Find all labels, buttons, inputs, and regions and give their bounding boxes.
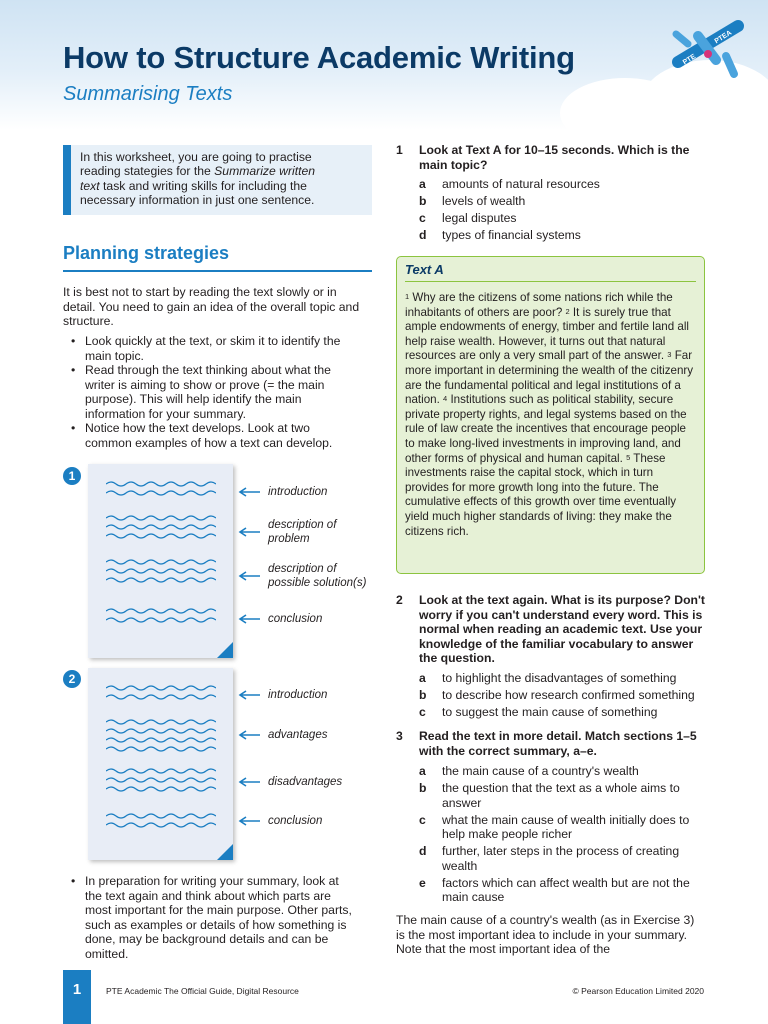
airplane-logo-icon [668,14,748,86]
arrow-left-icon [238,527,260,537]
footer-copyright: © Pearson Education Limited 2020 [572,986,704,996]
question-text: Look at the text again. What is its purpose? Don't worry if you can't understand every word. This is normal when reading an academic text. Use your knowledge of the familiar vocabulary to answer the question. [419,593,705,665]
question-text: Read the text in more detail. Match sections 1–5 with the correct summary, a–e. [419,729,697,758]
arrow-left-icon [238,777,260,787]
arrow-left-icon [238,730,260,740]
option-item: b the question that the text as a whole aims to answer [419,781,680,810]
section-divider [63,270,372,272]
text-a-title: Text A [405,262,444,277]
logo-text-right: PTEA [713,29,734,46]
arrow-left-icon [238,571,260,581]
diagram-number: 1 [63,467,81,485]
structure-label: conclusion [268,613,323,625]
intro-box [63,145,372,215]
structure-diagram-2 [63,668,372,864]
structure-label: conclusion [268,815,323,827]
structure-label: description of problem [268,519,337,545]
document-sheet-icon [88,668,233,860]
document-sheet-icon [88,464,233,658]
list-item: • In preparation for writing your summary, look at the text again and think about which parts are most important for the main purpose. Other parts, such as examples or details of how something is done, may be background details and can be omitted. [63,874,358,961]
list-item: • Look quickly at the text, or skim it to identify the main topic. [63,334,353,363]
intro-task-name: Summarize written [214,164,316,179]
planning-bullets [63,334,353,450]
page-title: How to Structure Academic Writing [63,40,575,75]
intro-text: In this worksheet, you are going to practise [80,150,312,164]
option-item: a to highlight the disadvantages of something [419,671,677,685]
preparation-bullets [63,874,358,961]
section-heading: Planning strategies [63,243,230,263]
intro-task-name: text [80,178,100,193]
footer-source: PTE Academic The Official Guide, Digital Resource [106,986,299,996]
question-options [419,177,704,245]
page-number: 1 [63,970,91,1024]
arrow-left-icon [238,816,260,826]
intro-text: necessary information in just one sentence. [80,192,315,207]
page-fold-corner [217,844,233,860]
list-item: • Notice how the text develops. Look at two common examples of how a text can develop. [63,421,353,450]
question-options [419,764,709,907]
planning-paragraph: It is best not to start by reading the text slowly or in detail. You need to gain an idea of the overall topic and structure. [63,285,360,328]
question-number: 1 [396,143,403,157]
list-item: • Read through the text thinking about what the writer is aiming to show or prove (= the main purpose). This will help identify the main information for your summary. [63,363,353,421]
option-item: e factors which can affect wealth but are not the main cause [419,875,690,904]
closing-paragraph: The main cause of a country's wealth (as in Exercise 3) is the most important idea to include in your summary. Note that the most important idea of the [396,913,695,956]
intro-text: reading stategies for the [80,164,215,179]
structure-label: advantages [268,729,328,741]
structure-label: introduction [268,689,328,701]
option-item: a amounts of natural resources [419,177,600,191]
option-item: c legal disputes [419,211,517,225]
text-a-divider [405,281,696,282]
option-item: c what the main cause of wealth initially does to help make people richer [419,812,690,841]
option-item: b to describe how research confirmed something [419,688,695,702]
structure-diagram-1 [63,464,372,664]
arrow-left-icon [238,690,260,700]
question-text: Look at Text A for 10–15 seconds. Which is the main topic? [419,143,690,172]
option-item: d types of financial systems [419,228,581,242]
structure-label: introduction [268,486,328,498]
text-a-body: $^1$ Why are the citizens of some nations rich while the inhabitants of others are poor? $^2$ It is surely true that ample endowments of energy, timber and fertile land all help raise wealth. However, it turns out that natural resources are only a very small part of the answer. $^3$ Far more important in determining the wealth of the citizenry are the fundamental political and legal institutions of a nation. $^4$ Institutions such as political stability, secure private property rights, and legal systems based on the rule of law create the incentives that encourage people to make long-lived investments in improving land, and other forms of physical and human capital. $^5$ These investments raise the capital stock, which in turn provides for more growth long into the future. The cumulative effects of this growth over time eventually yield much higher standards of living: they make the citizens rich. [405,291,694,538]
logo-text-left: PTE [681,53,698,67]
option-item: a the main cause of a country's wealth [419,764,639,778]
structure-label: disadvantages [268,776,343,788]
diagram-number: 2 [63,670,81,688]
page-fold-corner [217,642,233,658]
option-item: b levels of wealth [419,194,526,208]
option-item: c to suggest the main cause of something [419,705,658,719]
question-number: 2 [396,593,403,607]
structure-label: description of possible solution(s) [268,563,367,589]
arrow-left-icon [238,614,260,624]
option-item: d further, later steps in the process of creating wealth [419,844,680,873]
question-options [419,671,709,722]
page-subtitle: Summarising Texts [63,83,233,105]
intro-text: task and writing skills for including the [99,178,307,193]
text-a-box [396,256,705,574]
arrow-left-icon [238,487,260,497]
question-number: 3 [396,729,403,743]
